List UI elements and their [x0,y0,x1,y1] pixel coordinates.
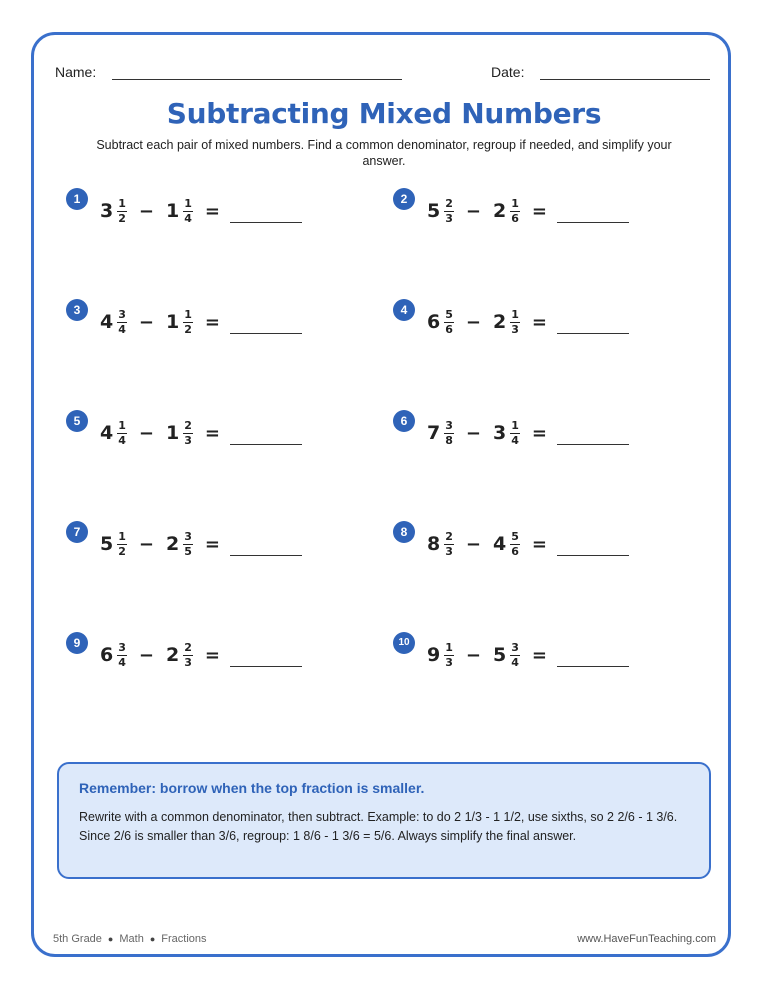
whole-number: 6 [427,311,441,333]
numerator: 2 [184,418,192,432]
problem-expression [100,635,302,675]
footer-tag-subject: Math [119,933,144,945]
problem-number-badge: 5 [66,410,88,432]
problem-item [66,299,366,339]
numerator: 2 [184,640,192,654]
footer-website: www.HaveFunTeaching.com [577,933,716,945]
numerator: 2 [445,529,453,543]
fraction [117,642,127,669]
fraction [117,531,127,558]
answer-blank[interactable] [557,650,629,667]
equals-sign: = [204,311,220,333]
answer-blank[interactable] [557,539,629,556]
footer-separator: ● [149,934,156,944]
fraction [117,309,127,336]
numerator: 2 [445,196,453,210]
equals-sign: = [531,200,547,222]
minus-sign: − [465,533,481,555]
answer-blank[interactable] [557,206,629,223]
problem-expression [100,413,302,453]
denominator: 2 [118,211,126,225]
problem-number-badge: 7 [66,521,88,543]
equals-sign: = [204,644,220,666]
worksheet-title: Subtracting Mixed Numbers [166,97,602,130]
whole-number: 1 [165,311,180,333]
whole-number: 3 [100,200,114,222]
answer-blank[interactable] [557,428,629,445]
remember-body: Rewrite with a common denominator, then subtract. Example: to do 2 1/3 - 1 1/2, use sixths, so 2 2/6 - 1 3/6. Since 2/6 is smaller than 3/6, regroup: 1 8/6 - 1 3/6 = 5/6. Always simplify the final answer. [79,810,678,843]
problem-item [393,188,693,228]
fraction [444,531,454,558]
problem-item [66,632,366,672]
problem-number-badge: 2 [393,188,415,210]
problem-number-badge: 3 [66,299,88,321]
problem-expression [427,413,629,453]
date-blank[interactable] [540,65,710,80]
denominator: 3 [445,544,453,558]
equals-sign: = [531,422,547,444]
whole-number: 5 [427,200,441,222]
answer-blank[interactable] [230,206,302,223]
problem-item [393,521,693,561]
fraction [117,198,127,225]
fraction [183,642,193,669]
problem-number-badge: 8 [393,521,415,543]
minus-sign: − [465,422,481,444]
problem-expression [427,302,629,342]
fraction [510,198,520,225]
denominator: 3 [184,655,192,669]
problem-number-badge: 10 [393,632,415,654]
problem-item [66,410,366,450]
equals-sign: = [531,311,547,333]
denominator: 4 [511,433,519,447]
answer-blank[interactable] [230,428,302,445]
name-field [55,64,402,80]
whole-number: 8 [427,533,441,555]
equals-sign: = [204,200,220,222]
problem-item [393,299,693,339]
numerator: 1 [118,529,126,543]
whole-number: 2 [165,533,180,555]
fraction [444,420,454,447]
whole-number: 6 [100,644,114,666]
answer-blank[interactable] [230,650,302,667]
minus-sign: − [138,644,154,666]
denominator: 3 [445,211,453,225]
fraction [183,309,193,336]
minus-sign: − [138,311,154,333]
denominator: 6 [511,544,519,558]
denominator: 6 [511,211,519,225]
equals-sign: = [531,533,547,555]
name-label: Name: [55,64,97,80]
equals-sign: = [531,644,547,666]
denominator: 5 [184,544,192,558]
problem-item [393,410,693,450]
whole-number: 1 [165,200,180,222]
footer-tag-topic: Fractions [161,933,207,945]
fraction [510,531,520,558]
numerator: 1 [511,196,519,210]
footer-tag-grade: 5th Grade [53,933,102,945]
denominator: 2 [118,544,126,558]
minus-sign: − [465,200,481,222]
whole-number: 5 [100,533,114,555]
numerator: 3 [445,418,453,432]
fraction [510,309,520,336]
whole-number: 2 [492,311,507,333]
footer-tags [53,933,207,945]
answer-blank[interactable] [230,539,302,556]
problem-expression [427,191,629,231]
remember-box [57,762,711,879]
remember-title: Remember: borrow when the top fraction is smaller. [79,780,425,796]
minus-sign: − [138,200,154,222]
denominator: 4 [118,433,126,447]
whole-number: 4 [100,311,114,333]
numerator: 3 [118,640,126,654]
numerator: 3 [511,640,519,654]
problem-item [66,521,366,561]
footer-separator: ● [107,934,114,944]
problem-item [66,188,366,228]
numerator: 3 [118,307,126,321]
fraction [444,642,454,669]
denominator: 3 [445,655,453,669]
date-label: Date: [491,64,525,80]
denominator: 4 [184,211,192,225]
numerator: 1 [118,418,126,432]
fraction [444,198,454,225]
answer-blank[interactable] [230,317,302,334]
fraction [117,420,127,447]
denominator: 3 [184,433,192,447]
date-field [491,64,710,80]
denominator: 4 [118,322,126,336]
equals-sign: = [204,533,220,555]
numerator: 1 [511,307,519,321]
whole-number: 4 [100,422,114,444]
minus-sign: − [465,644,481,666]
instructions: Subtract each pair of mixed numbers. Find a common denominator, regroup if needed, and simplify your answer. [96,138,672,168]
numerator: 3 [184,529,192,543]
numerator: 1 [184,307,192,321]
denominator: 3 [511,322,519,336]
whole-number: 2 [165,644,180,666]
fraction [444,309,454,336]
whole-number: 1 [165,422,180,444]
numerator: 5 [511,529,519,543]
numerator: 5 [445,307,453,321]
numerator: 1 [445,640,453,654]
minus-sign: − [465,311,481,333]
problem-item [393,632,693,672]
denominator: 4 [118,655,126,669]
denominator: 4 [511,655,519,669]
whole-number: 3 [492,422,507,444]
whole-number: 4 [492,533,507,555]
problem-expression [427,635,629,675]
problem-expression [100,524,302,564]
denominator: 8 [445,433,453,447]
problem-number-badge: 4 [393,299,415,321]
whole-number: 7 [427,422,441,444]
equals-sign: = [204,422,220,444]
problem-number-badge: 9 [66,632,88,654]
fraction [183,198,193,225]
numerator: 1 [184,196,192,210]
minus-sign: − [138,533,154,555]
fraction [510,642,520,669]
whole-number: 5 [492,644,507,666]
answer-blank[interactable] [557,317,629,334]
problem-expression [100,191,302,231]
minus-sign: − [138,422,154,444]
name-blank[interactable] [112,65,402,80]
denominator: 2 [184,322,192,336]
problem-expression [427,524,629,564]
problem-number-badge: 1 [66,188,88,210]
problem-expression [100,302,302,342]
denominator: 6 [445,322,453,336]
fraction [183,531,193,558]
whole-number: 2 [492,200,507,222]
fraction [510,420,520,447]
numerator: 1 [118,196,126,210]
whole-number: 9 [427,644,441,666]
fraction [183,420,193,447]
problem-number-badge: 6 [393,410,415,432]
numerator: 1 [511,418,519,432]
